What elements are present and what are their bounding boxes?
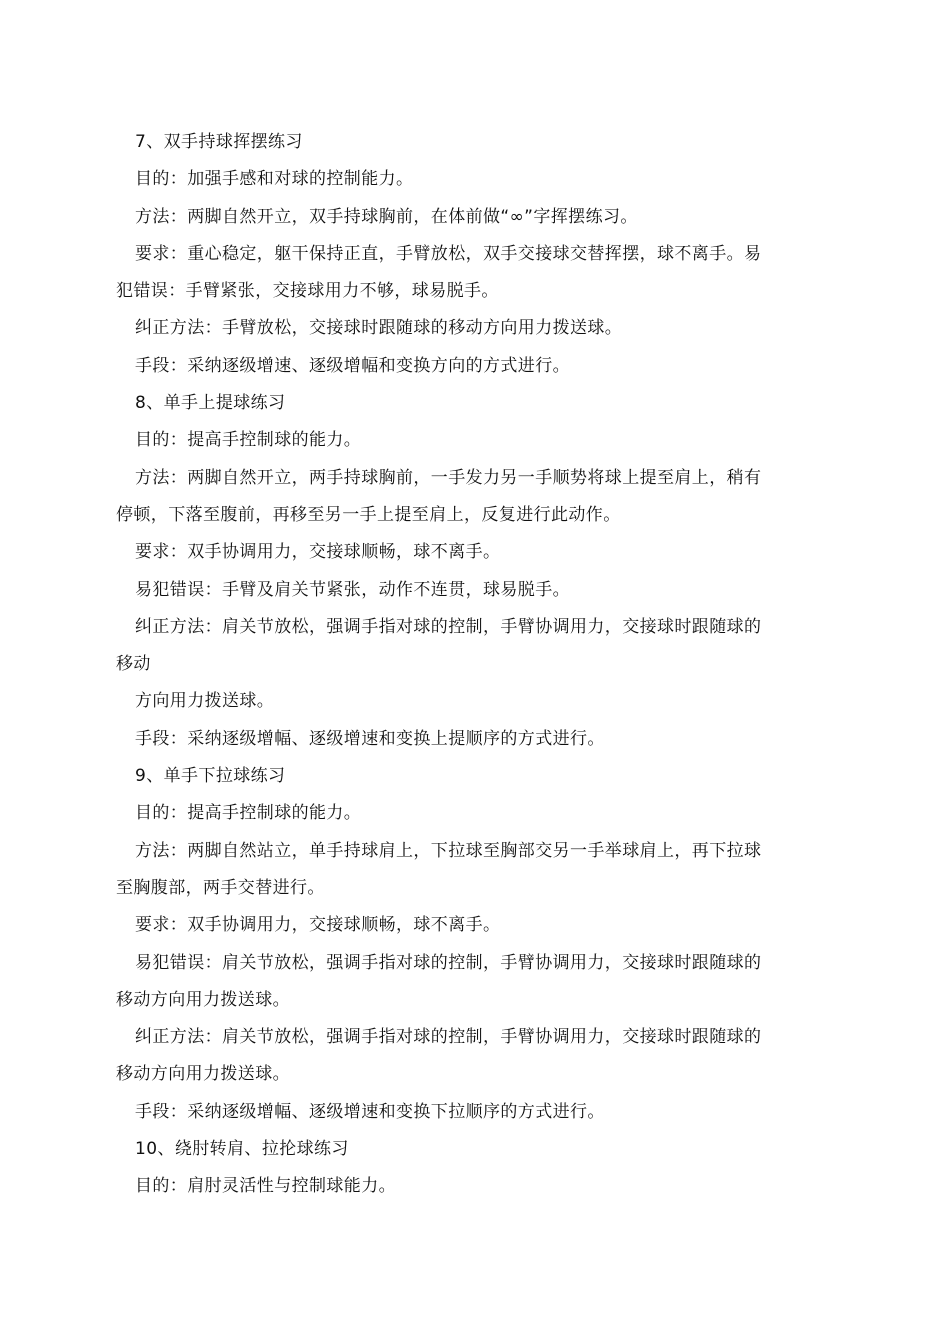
text-line: 方法：两脚自然开立，双手持球胸前，在体前做“∞”字挥摆练习。 <box>135 206 638 227</box>
text-line: 方向用力拨送球。 <box>135 691 275 712</box>
text-line: 手段：采纳逐级增幅、逐级增速和变换下拉顺序的方式进行。 <box>135 1101 605 1122</box>
text-line: 手段：采纳逐级增速、逐级增幅和变换方向的方式进行。 <box>135 355 570 376</box>
text-line: 要求：重心稳定，躯干保持正直，手臂放松，双手交接球交替挥摆，球不离手。易 <box>135 243 762 264</box>
text-line: 目的：提高手控制球的能力。 <box>135 803 362 824</box>
text-line: 要求：双手协调用力，交接球顺畅，球不离手。 <box>135 915 501 936</box>
text-line: 9、单手下拉球练习 <box>135 766 286 787</box>
text-line: 方法：两脚自然开立，两手持球胸前，一手发力另一手顺势将球上提至肩上，稍有 <box>135 467 762 488</box>
text-line: 8、单手上提球练习 <box>135 393 286 414</box>
text-line: 纠正方法：肩关节放松，强调手指对球的控制，手臂协调用力，交接球时跟随球的 <box>135 616 762 637</box>
text-line: 纠正方法：肩关节放松，强调手指对球的控制，手臂协调用力，交接球时跟随球的 <box>135 1027 762 1048</box>
text-line: 移动方向用力拨送球。 <box>116 989 290 1010</box>
text-line: 犯错误：手臂紧张，交接球用力不够，球易脱手。 <box>116 281 499 302</box>
text-line: 移动 <box>116 654 151 675</box>
text-line: 要求：双手协调用力，交接球顺畅，球不离手。 <box>135 542 501 563</box>
text-line: 移动方向用力拨送球。 <box>116 1064 290 1085</box>
text-line: 目的：提高手控制球的能力。 <box>135 430 362 451</box>
text-line: 10、绕肘转肩、拉抡球练习 <box>135 1139 349 1160</box>
text-line: 停顿，下落至腹前，再移至另一手上提至肩上，反复进行此动作。 <box>116 504 621 525</box>
text-line: 方法：两脚自然站立，单手持球肩上，下拉球至胸部交另一手举球肩上，再下拉球 <box>135 840 762 861</box>
text-line: 目的：肩肘灵活性与控制球能力。 <box>135 1176 396 1197</box>
text-line: 目的：加强手感和对球的控制能力。 <box>135 169 414 190</box>
text-line: 7、双手持球挥摆练习 <box>135 132 303 152</box>
document-body <box>116 124 836 1206</box>
text-line: 易犯错误：手臂及肩关节紧张，动作不连贯，球易脱手。 <box>135 579 570 600</box>
text-line: 手段：采纳逐级增幅、逐级增速和变换上提顺序的方式进行。 <box>135 728 605 749</box>
text-line: 至胸腹部，两手交替进行。 <box>116 877 325 898</box>
text-line: 易犯错误：肩关节放松，强调手指对球的控制，手臂协调用力，交接球时跟随球的 <box>135 952 762 973</box>
text-line: 纠正方法：手臂放松，交接球时跟随球的移动方向用力拨送球。 <box>135 318 623 339</box>
